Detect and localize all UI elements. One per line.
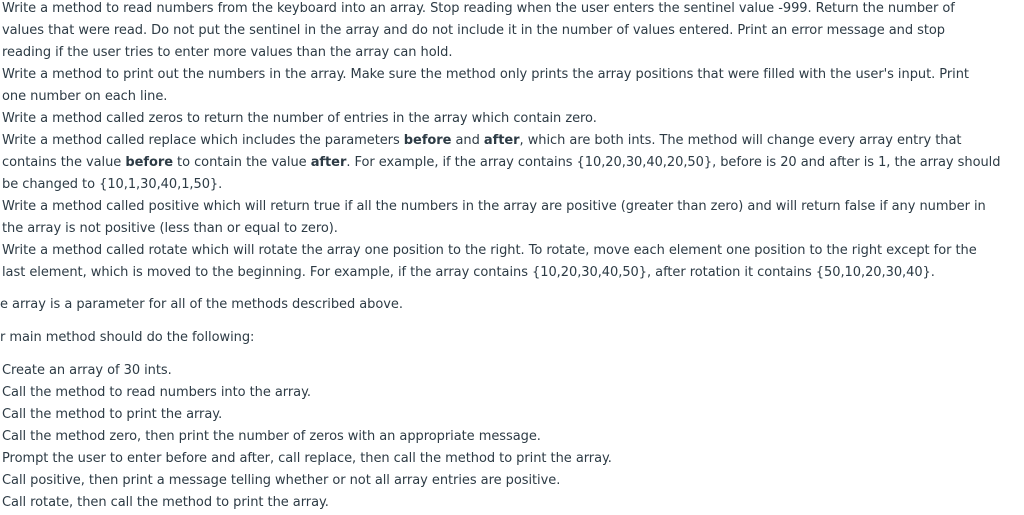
step-create-array: Create an array of 30 ints. — [2, 363, 172, 378]
keyword-before: before — [403, 133, 452, 148]
replace-text: to contain the value — [172, 155, 311, 170]
step-print-array: Call the method to print the array. — [2, 407, 223, 422]
task-read-line-2: values that were read. Do not put the sentinel in the array and do not include it in the number of values entered. Print an error message and stop — [2, 23, 946, 38]
note-array-parameter: e array is a parameter for all of the methods described above. — [0, 297, 403, 312]
step-call-rotate: Call rotate, then call the method to print the array. — [2, 495, 329, 510]
keyword-after: after — [310, 155, 347, 170]
step-call-positive: Call positive, then print a message telling whether or not all array entries are positive. — [2, 473, 561, 488]
replace-text: , which are both ints. The method will change every array entry that — [519, 133, 962, 148]
replace-text: contains the value — [2, 155, 126, 170]
task-print-line-2: one number on each line. — [2, 89, 168, 104]
task-positive-line-2: the array is not positive (less than or equal to zero). — [2, 221, 338, 236]
keyword-after: after — [483, 133, 520, 148]
task-print-line-1: Write a method to print out the numbers in the array. Make sure the method only prints the array positions that were filled with the user's input. Print — [2, 67, 969, 82]
task-positive-line-1: Write a method called positive which will return true if all the numbers in the array are positive (greater than zero) and will return false if any number in — [2, 199, 986, 214]
replace-text: Write a method called replace which includes the parameters — [2, 133, 404, 148]
task-replace-line-3: be changed to {10,1,30,40,1,50}. — [2, 177, 223, 192]
task-replace-line-1 — [2, 132, 961, 150]
step-read-numbers: Call the method to read numbers into the array. — [2, 385, 311, 400]
task-read-line-3: reading if the user tries to enter more values than the array can hold. — [2, 45, 453, 60]
replace-text: . For example, if the array contains {10,20,30,40,20,50}, before is 20 and after is 1, the array should — [346, 155, 1001, 170]
task-rotate-line-1: Write a method called rotate which will rotate the array one position to the right. To rotate, move each element one position to the right except for the — [2, 243, 977, 258]
step-call-zero: Call the method zero, then print the number of zeros with an appropriate message. — [2, 429, 541, 444]
task-replace-line-2 — [2, 154, 1000, 172]
task-rotate-line-2: last element, which is moved to the beginning. For example, if the array contains {10,20,30,40,50}, after rotation it contains {50,10,20,30,40}. — [2, 265, 935, 280]
keyword-before: before — [125, 155, 173, 170]
task-read-line-1: Write a method to read numbers from the keyboard into an array. Stop reading when the user enters the sentinel value -999. Return the number of — [2, 1, 955, 16]
task-zeros-line-1: Write a method called zeros to return the number of entries in the array which contain zero. — [2, 111, 597, 126]
replace-text: and — [451, 133, 484, 148]
note-main-method: r main method should do the following: — [0, 330, 255, 345]
step-prompt-replace: Prompt the user to enter before and after, call replace, then call the method to print the array. — [2, 451, 612, 466]
